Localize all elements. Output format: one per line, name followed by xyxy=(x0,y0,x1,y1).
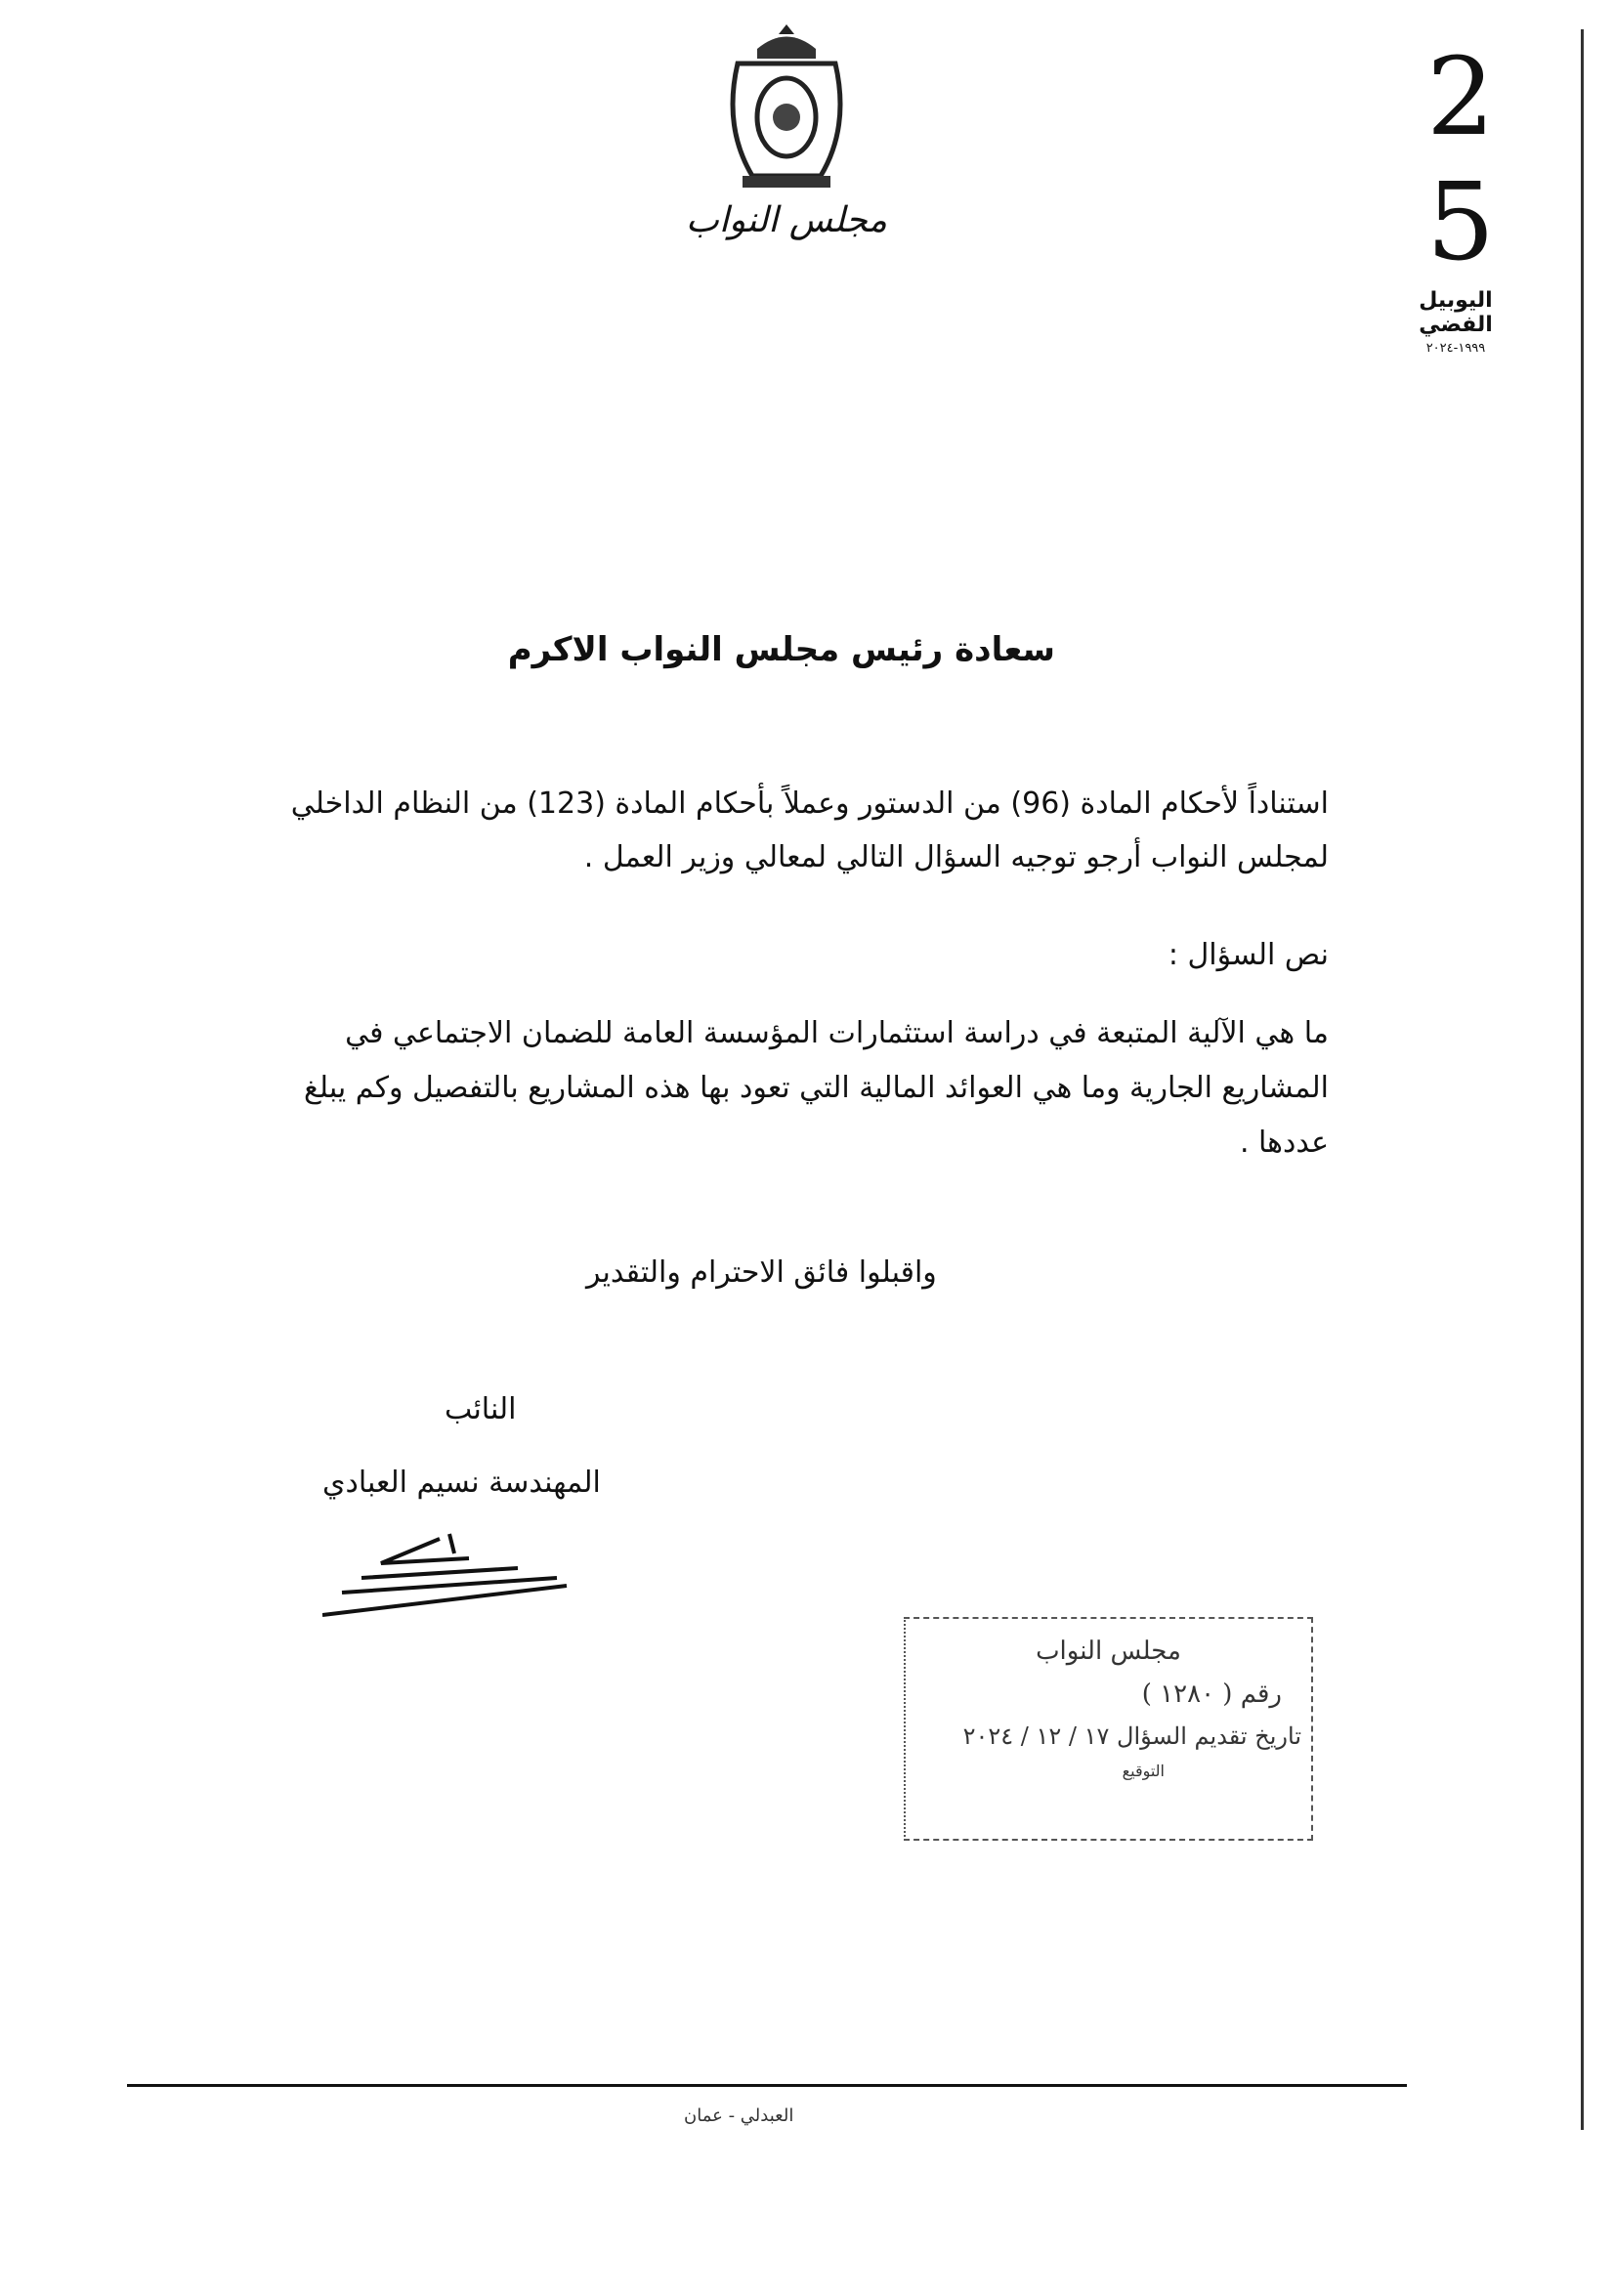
question-heading: نص السؤال : xyxy=(1168,938,1329,972)
salutation: سعادة رئيس مجلس النواب الاكرم xyxy=(507,630,1055,669)
footer-address: العبدلي - عمان xyxy=(684,2105,794,2126)
margin-line xyxy=(1581,29,1584,2130)
signatory-name: المهندسة نسيم العبادي xyxy=(322,1466,601,1500)
question-text: ما هي الآلية المتبعة في دراسة استثمارات المؤسسة العامة للضمان الاجتماعي في المشاريع الجارية وما هي العوائد المالية التي تعود بها هذه المشاريع بالتفصيل وكم يبلغ عددها . xyxy=(303,1016,1329,1160)
handwritten-signature xyxy=(322,1519,576,1627)
footer-rule xyxy=(127,2084,1407,2087)
silver-jubilee-logo: 25 اليوبيل الفضي ١٩٩٩-٢٠٢٤ xyxy=(1398,34,1523,356)
receipt-stamp: مجلس النواب رقم ( ١٢٨٠ ) تاريخ تقديم السؤال ١٧ / ١٢ / ٢٠٢٤ التوقيع xyxy=(904,1617,1313,1841)
institution-name: مجلس النواب xyxy=(685,200,888,240)
intro-paragraph: استناداً لأحكام المادة (96) من الدستور وعملاً بأحكام المادة (123) من النظام الداخلي لمجلس النواب أرجو توجيه السؤال التالي لمعالي وزير العمل . xyxy=(290,787,1329,874)
signatory-rank: النائب xyxy=(445,1392,517,1426)
closing: واقبلوا فائق الاحترام والتقدير xyxy=(586,1255,937,1290)
royal-crest-logo xyxy=(718,20,855,195)
